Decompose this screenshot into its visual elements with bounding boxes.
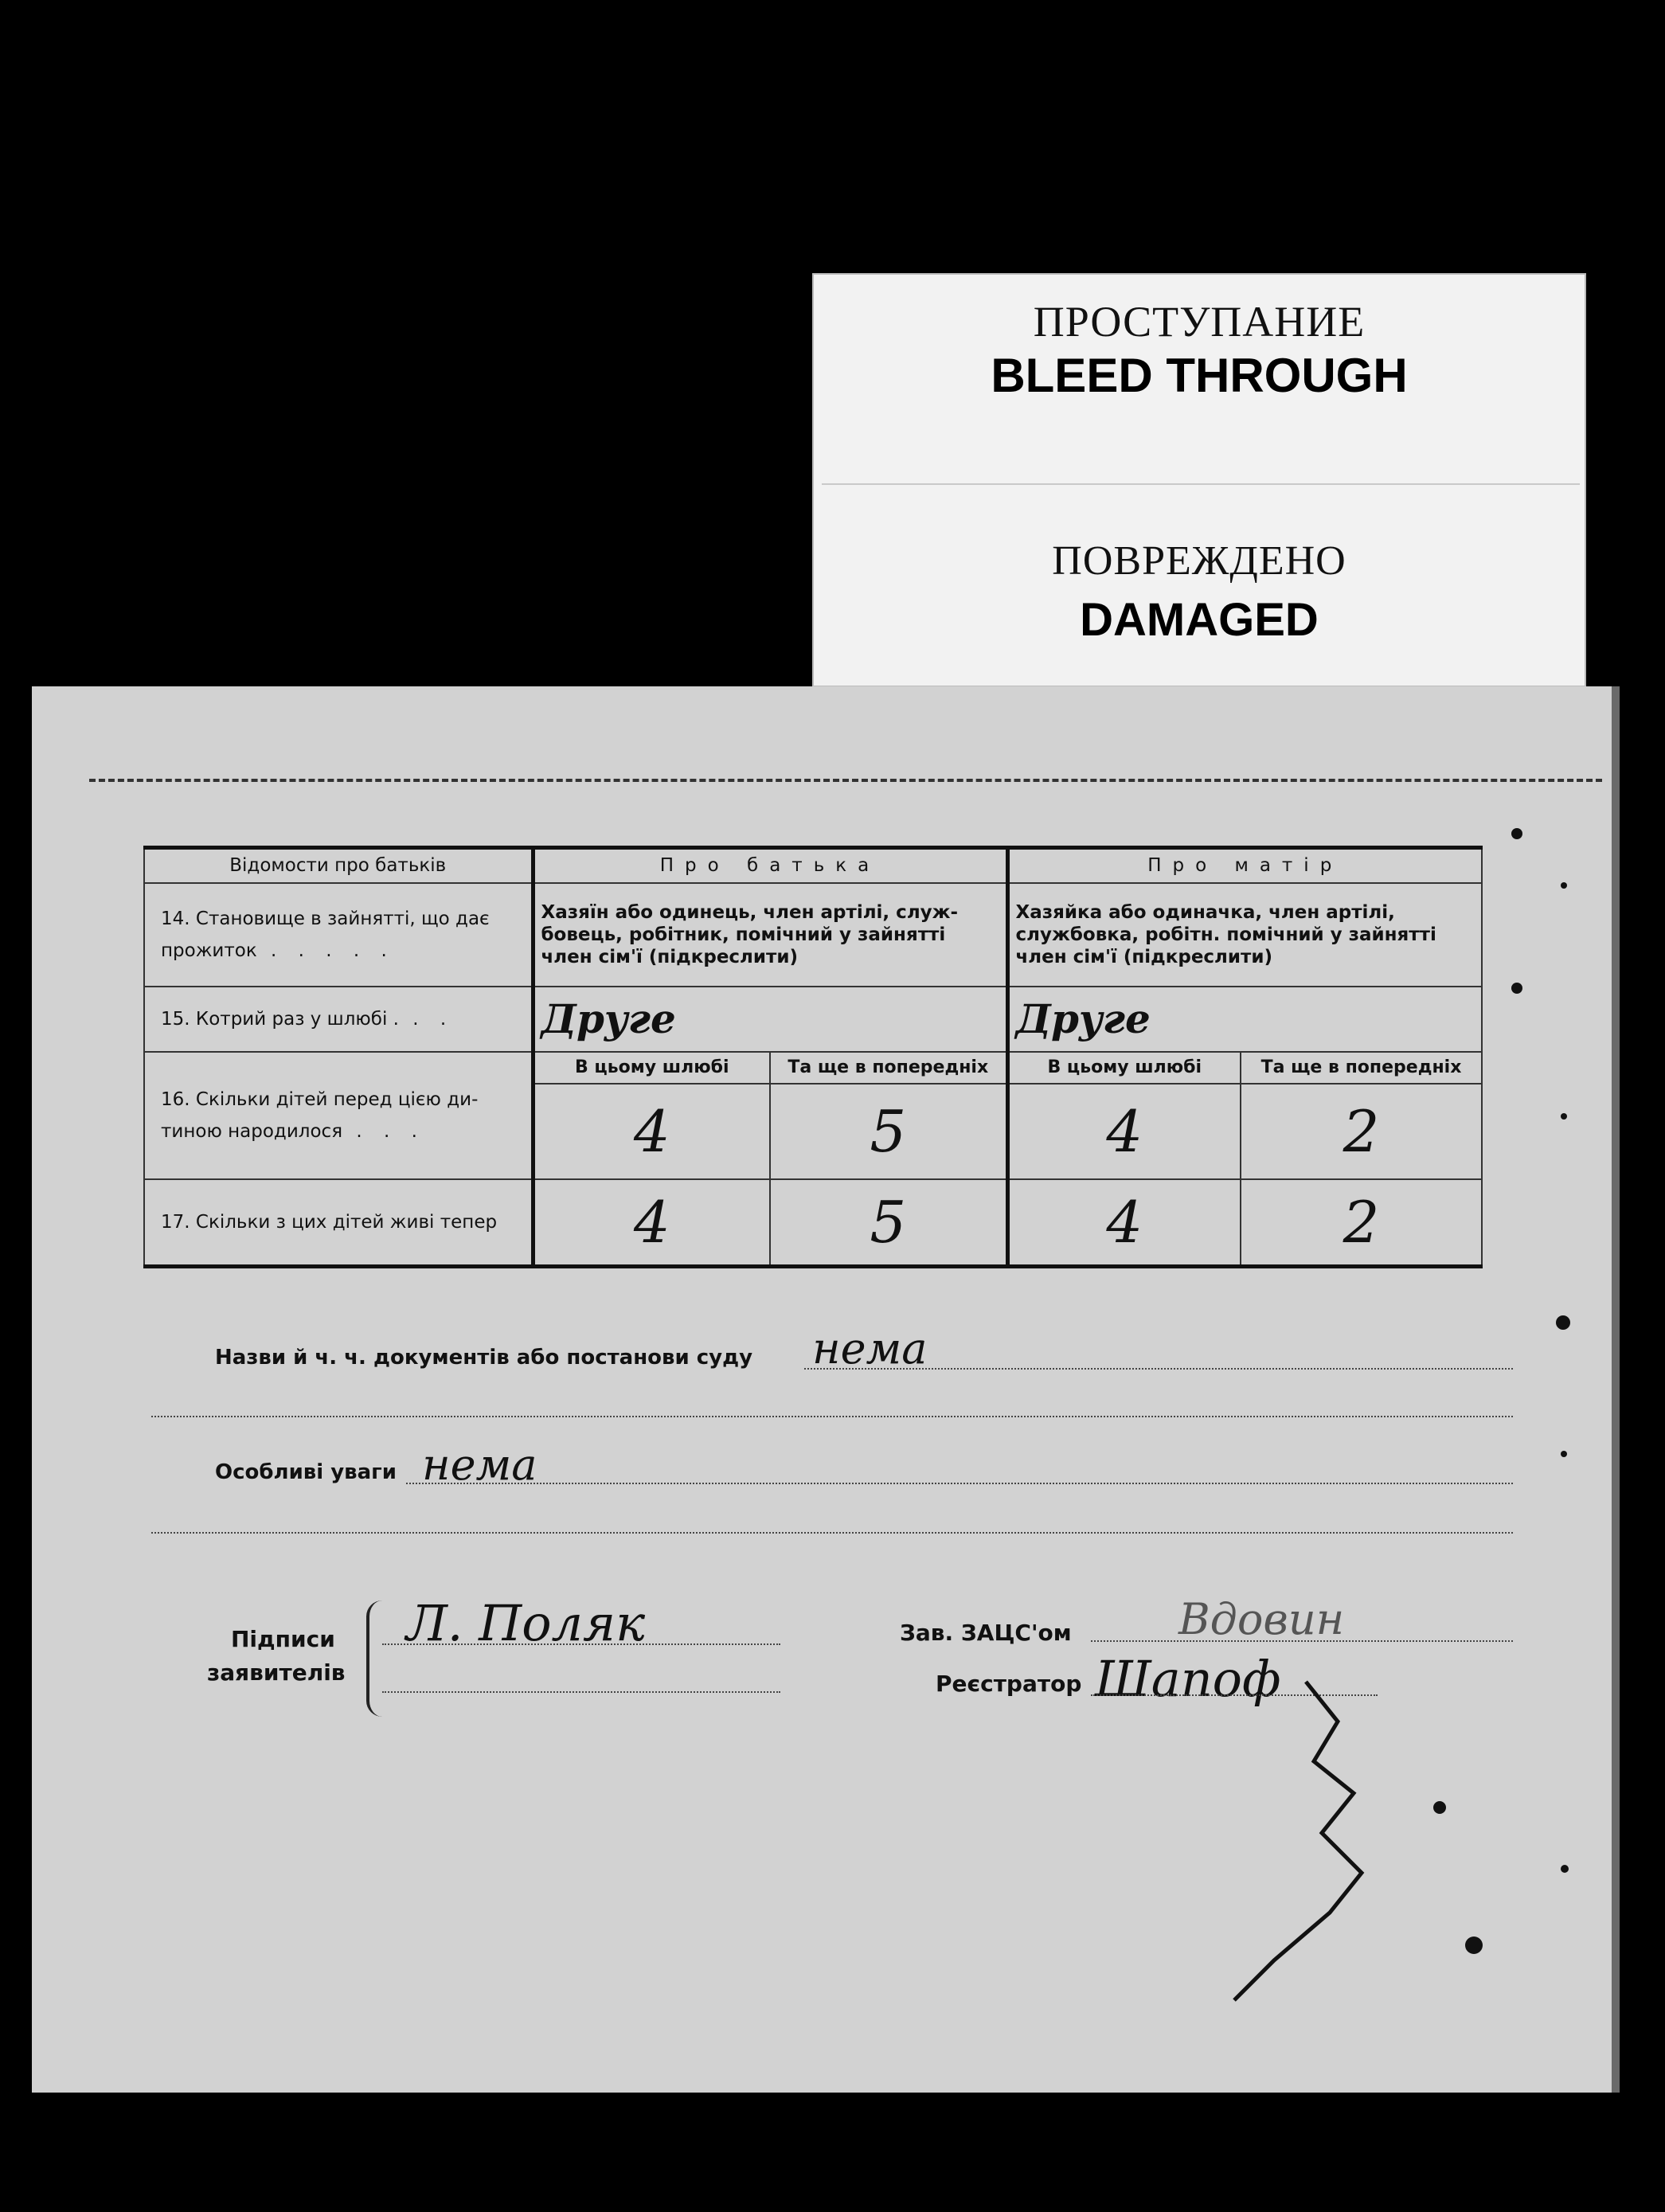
row16-father-previous-value: 5 bbox=[870, 1097, 907, 1165]
documents-line-2 bbox=[151, 1416, 1513, 1417]
damage-hole-8 bbox=[1433, 1801, 1446, 1814]
row17-father-previous bbox=[770, 1179, 1007, 1267]
row17-label: 17. Скільки з цих дітей живі тепер bbox=[144, 1179, 533, 1267]
row17-mother-previous bbox=[1241, 1179, 1482, 1267]
perforation-line bbox=[89, 779, 1602, 782]
registrar-signature: Шапоф bbox=[1095, 1650, 1281, 1708]
row16-father-previous bbox=[770, 1084, 1007, 1179]
row16-mother-current bbox=[1007, 1084, 1241, 1179]
row15-label: 15. Котрий раз у шлюбі . . . bbox=[144, 987, 533, 1052]
head-signature: Вдовин bbox=[1178, 1594, 1345, 1644]
notes-label: Особливі уваги bbox=[215, 1460, 397, 1484]
notes-line-1 bbox=[406, 1483, 1513, 1484]
row14-father-line2: бовець, робітник, помічний у зайнятті bbox=[541, 924, 946, 945]
applicant-signature: Л. Поляк bbox=[406, 1594, 646, 1652]
row14-mother-line1: Хазяйка або одиначка, член артілі, bbox=[1015, 901, 1395, 923]
row15-father-handwriting: Друге bbox=[541, 995, 676, 1042]
damage-hole-6 bbox=[1561, 1451, 1567, 1457]
row16-label-line2: тиною народилося . . . bbox=[161, 1120, 425, 1142]
sub-header-father-current: В цьому шлюбі bbox=[533, 1052, 770, 1084]
registrar-flourish bbox=[1226, 1674, 1401, 2008]
damage-hole-2 bbox=[1561, 882, 1567, 889]
documents-line-1 bbox=[804, 1368, 1513, 1370]
damage-hole-5 bbox=[1556, 1315, 1570, 1330]
row17-mother-previous-value: 2 bbox=[1343, 1188, 1380, 1256]
header-mother: Про матір bbox=[1007, 848, 1482, 883]
damage-hole-3 bbox=[1511, 983, 1522, 994]
row14-father-line1: Хазяїн або одинець, член артілі, служ- bbox=[541, 901, 959, 923]
parents-info-table bbox=[143, 846, 1483, 1268]
archive-label-card bbox=[812, 273, 1586, 687]
applicant-line-1 bbox=[382, 1643, 780, 1645]
row14-mother-line3: член сім'ї (підкреслити) bbox=[1015, 946, 1272, 967]
row16-father-current-value: 4 bbox=[633, 1097, 670, 1165]
header-parents: Відомости про батьків bbox=[144, 848, 533, 883]
sub-header-mother-previous: Та ще в попередніх bbox=[1241, 1052, 1482, 1084]
documents-label: Назви й ч. ч. документів або постанови суду bbox=[215, 1346, 753, 1370]
row16-label-line1: 16. Скільки дітей перед цією ди- bbox=[161, 1088, 479, 1110]
row17-mother-current-value: 4 bbox=[1106, 1188, 1143, 1256]
notes-handwriting: нема bbox=[422, 1440, 537, 1490]
record-form-sheet bbox=[32, 686, 1620, 2093]
row16-mother-current-value: 4 bbox=[1106, 1097, 1143, 1165]
label-bleed-through-en: BLEED THROUGH bbox=[991, 349, 1408, 402]
row15-father-value bbox=[533, 987, 1007, 1052]
row14-father-occupation bbox=[533, 883, 1007, 987]
row14-label bbox=[144, 883, 533, 987]
row14-father-line3: член сім'ї (підкреслити) bbox=[541, 946, 798, 967]
label-bleed-through-ru: ПРОСТУПАНИЕ bbox=[1033, 298, 1366, 346]
notes-line-2 bbox=[151, 1532, 1513, 1534]
registrar-label: Реєстратор bbox=[936, 1671, 1082, 1697]
signatures-label-line2: заявителів bbox=[207, 1659, 346, 1686]
label-damaged-ru: ПОВРЕЖДЕНО bbox=[1052, 538, 1346, 584]
damage-hole-7 bbox=[1561, 1865, 1569, 1873]
damage-hole-4 bbox=[1561, 1113, 1567, 1120]
label-fold-line bbox=[822, 483, 1580, 485]
applicant-line-2 bbox=[382, 1691, 780, 1693]
row14-label-line2: прожиток . . . . . bbox=[161, 940, 395, 961]
row15-mother-value bbox=[1007, 987, 1482, 1052]
row14-label-line1: 14. Становище в зайнятті, що дає bbox=[161, 908, 490, 929]
row17-father-previous-value: 5 bbox=[870, 1188, 907, 1256]
header-father: Про батька bbox=[533, 848, 1007, 883]
row14-mother-line2: службовка, робітн. помічний у зайнятті bbox=[1015, 924, 1436, 945]
documents-handwriting: нема bbox=[812, 1323, 928, 1374]
row16-mother-previous bbox=[1241, 1084, 1482, 1179]
row17-father-current-value: 4 bbox=[633, 1188, 670, 1256]
row17-mother-current bbox=[1007, 1179, 1241, 1267]
head-line bbox=[1091, 1640, 1513, 1642]
damage-hole-9 bbox=[1465, 1936, 1483, 1954]
label-damaged-en: DAMAGED bbox=[1080, 594, 1319, 646]
row16-mother-previous-value: 2 bbox=[1343, 1097, 1380, 1165]
row17-father-current bbox=[533, 1179, 770, 1267]
head-label: Зав. ЗАЦС'ом bbox=[900, 1620, 1072, 1646]
row16-father-current bbox=[533, 1084, 770, 1179]
damage-hole-1 bbox=[1511, 828, 1522, 839]
row16-label bbox=[144, 1052, 533, 1179]
row14-mother-occupation bbox=[1007, 883, 1482, 987]
sub-header-mother-current: В цьому шлюбі bbox=[1007, 1052, 1241, 1084]
sub-header-father-previous: Та ще в попередніх bbox=[770, 1052, 1007, 1084]
signatures-label-line1: Підписи bbox=[231, 1626, 335, 1652]
row15-mother-handwriting: Друге bbox=[1015, 995, 1151, 1042]
signatures-brace bbox=[366, 1600, 385, 1717]
